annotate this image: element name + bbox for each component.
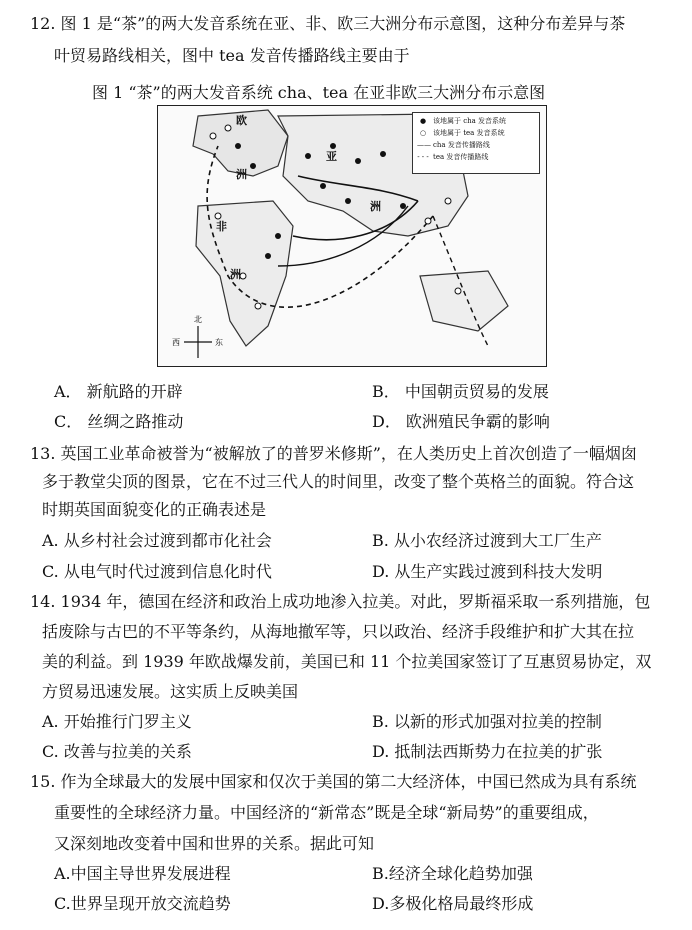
q13-stem-line3: 时期英国面貌变化的正确表述是 — [42, 500, 267, 519]
q13-stem-line1: 13. 英国工业革命被誉为“被解放了的普罗米修斯”，在人类历史上首次创造了一幅烟囱 — [30, 444, 637, 463]
legend-row: ● 该地属于 cha 发音系统 — [417, 115, 535, 127]
q13-stem-line2: 多于教堂尖顶的图景，它在不过三代人的时间里，改变了整个英格兰的面貌。符合这 — [42, 472, 635, 491]
filled-dot-icon: ● — [419, 117, 427, 125]
q12-option-b[interactable]: B． 中国朝贡贸易的发展 — [372, 382, 549, 401]
q12-option-a[interactable]: A． 新航路的开辟 — [54, 382, 183, 401]
q15-stem-line2: 重要性的全球经济力量。中国经济的“新常态”既是全球“新局势”的重要组成， — [54, 803, 599, 822]
q13-option-d[interactable]: D. 从生产实践过渡到科技大发明 — [372, 562, 603, 581]
dashed-line-icon: - - - — [417, 153, 429, 161]
label-africa-2: 洲 — [230, 268, 241, 281]
label-asia-1: 亚 — [326, 150, 337, 163]
label-asia-2: 洲 — [370, 200, 381, 213]
q13-option-a[interactable]: A. 从乡村社会过渡到都市化社会 — [42, 531, 272, 550]
compass-north: 北 — [194, 315, 202, 324]
q14-option-b[interactable]: B. 以新的形式加强对拉美的控制 — [372, 712, 602, 731]
q14-option-c[interactable]: C. 改善与拉美的关系 — [42, 742, 192, 761]
q14-stem-line4: 方贸易迅速发展。这实质上反映美国 — [42, 682, 299, 701]
tea-distribution-map — [157, 105, 547, 367]
q14-stem-line1: 14. 1934 年，德国在经济和政治上成功地渗入拉美。对此，罗斯福采取一系列措施，包 — [30, 592, 651, 611]
label-africa-1: 非 — [216, 220, 227, 233]
label-europe-2: 洲 — [236, 168, 247, 181]
q13-option-b[interactable]: B. 从小农经济过渡到大工厂生产 — [372, 531, 602, 550]
q12-option-d[interactable]: D． 欧洲殖民争霸的影响 — [372, 412, 550, 431]
q12-stem-line1: 12. 图 1 是“茶”的两大发音系统在亚、非、欧三大洲分布示意图，这种分布差异与茶 — [30, 14, 626, 33]
solid-line-icon: —— — [417, 141, 431, 149]
q12-stem-line2: 叶贸易路线相关，图中 tea 发音传播路线主要由于 — [54, 46, 410, 65]
figure-caption: 图 1 “茶”的两大发音系统 cha、tea 在亚非欧三大洲分布示意图 — [92, 83, 546, 102]
legend-row: - - - tea 发音传播路线 — [417, 153, 489, 161]
q12-option-c[interactable]: C． 丝绸之路推动 — [54, 412, 184, 431]
q14-option-a[interactable]: A. 开始推行门罗主义 — [42, 712, 192, 731]
compass-west: 西 — [172, 338, 180, 347]
q15-stem-line3: 又深刻地改变着中国和世界的关系。据此可知 — [54, 834, 375, 853]
label-europe-1: 欧 — [236, 114, 247, 127]
q15-option-c[interactable]: C.世界呈现开放交流趋势 — [54, 894, 231, 913]
hollow-dot-icon: ○ — [419, 129, 427, 137]
q14-option-d[interactable]: D. 抵制法西斯势力在拉美的扩张 — [372, 742, 603, 761]
q15-stem-line1: 15. 作为全球最大的发展中国家和仅次于美国的第二大经济体，中国已然成为具有系统 — [30, 772, 637, 791]
q15-option-b[interactable]: B.经济全球化趋势加强 — [372, 864, 533, 883]
q14-stem-line3: 美的利益。到 1939 年欧战爆发前，美国已和 11 个拉美国家签订了互惠贸易协定，双 — [42, 652, 652, 671]
q14-stem-line2: 括废除与古巴的不平等条约，从海地撤军等，只以政治、经济手段维护和扩大其在拉 — [42, 622, 635, 641]
legend-row: ○ 该地属于 tea 发音系统 — [417, 127, 535, 139]
q15-option-a[interactable]: A.中国主导世界发展进程 — [54, 864, 231, 883]
q13-option-c[interactable]: C. 从电气时代过渡到信息化时代 — [42, 562, 272, 581]
compass-east: 东 — [215, 338, 223, 347]
legend-row: —— cha 发音传播路线 — [417, 141, 490, 149]
map-legend — [412, 112, 540, 174]
q15-option-d[interactable]: D.多极化格局最终形成 — [372, 894, 534, 913]
